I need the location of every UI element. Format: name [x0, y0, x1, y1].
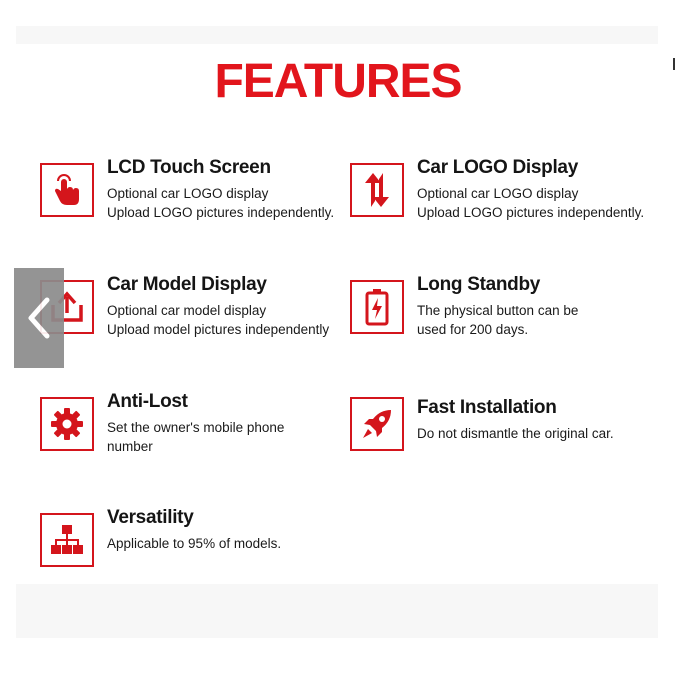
feature-desc-line: Applicable to 95% of models. [107, 536, 282, 551]
feature-desc-line: Upload LOGO pictures independently. [417, 205, 645, 220]
feature-desc-line: Optional car LOGO display [417, 186, 579, 201]
previous-image-button[interactable] [14, 268, 64, 368]
feature-title: LCD Touch Screen [107, 157, 271, 178]
feature-desc-line: Upload model pictures independently [107, 322, 330, 337]
page-title: FEATURES [214, 55, 462, 108]
feature-desc-line: The physical button can be [417, 303, 579, 318]
feature-title: Anti-Lost [107, 391, 188, 412]
feature-title: Fast Installation [417, 397, 557, 418]
battery-charge-icon [350, 280, 404, 334]
feature-title: Long Standby [417, 274, 541, 295]
rocket-icon [350, 397, 404, 451]
chevron-left-icon [25, 296, 53, 340]
hierarchy-icon [40, 513, 94, 567]
feature-desc-line: Optional car model display [107, 303, 267, 318]
swap-arrows-icon [350, 163, 404, 217]
feature-desc-line: Do not dismantle the original car. [417, 426, 614, 441]
feature-title: Car Model Display [107, 274, 267, 295]
panel-top-strip [16, 26, 658, 44]
feature-desc-line: Upload LOGO pictures independently. [107, 205, 335, 220]
gear-icon [40, 397, 94, 451]
panel-bottom-strip [16, 584, 658, 638]
feature-desc-line: Set the owner's mobile phone [107, 420, 285, 435]
scroll-edge-marker [673, 58, 675, 70]
feature-title: Car LOGO Display [417, 157, 578, 178]
touch-hand-icon [40, 163, 94, 217]
feature-desc-line: Optional car LOGO display [107, 186, 269, 201]
feature-title: Versatility [107, 507, 194, 528]
feature-desc-line: used for 200 days. [417, 322, 529, 337]
feature-desc-line: number [107, 439, 153, 454]
